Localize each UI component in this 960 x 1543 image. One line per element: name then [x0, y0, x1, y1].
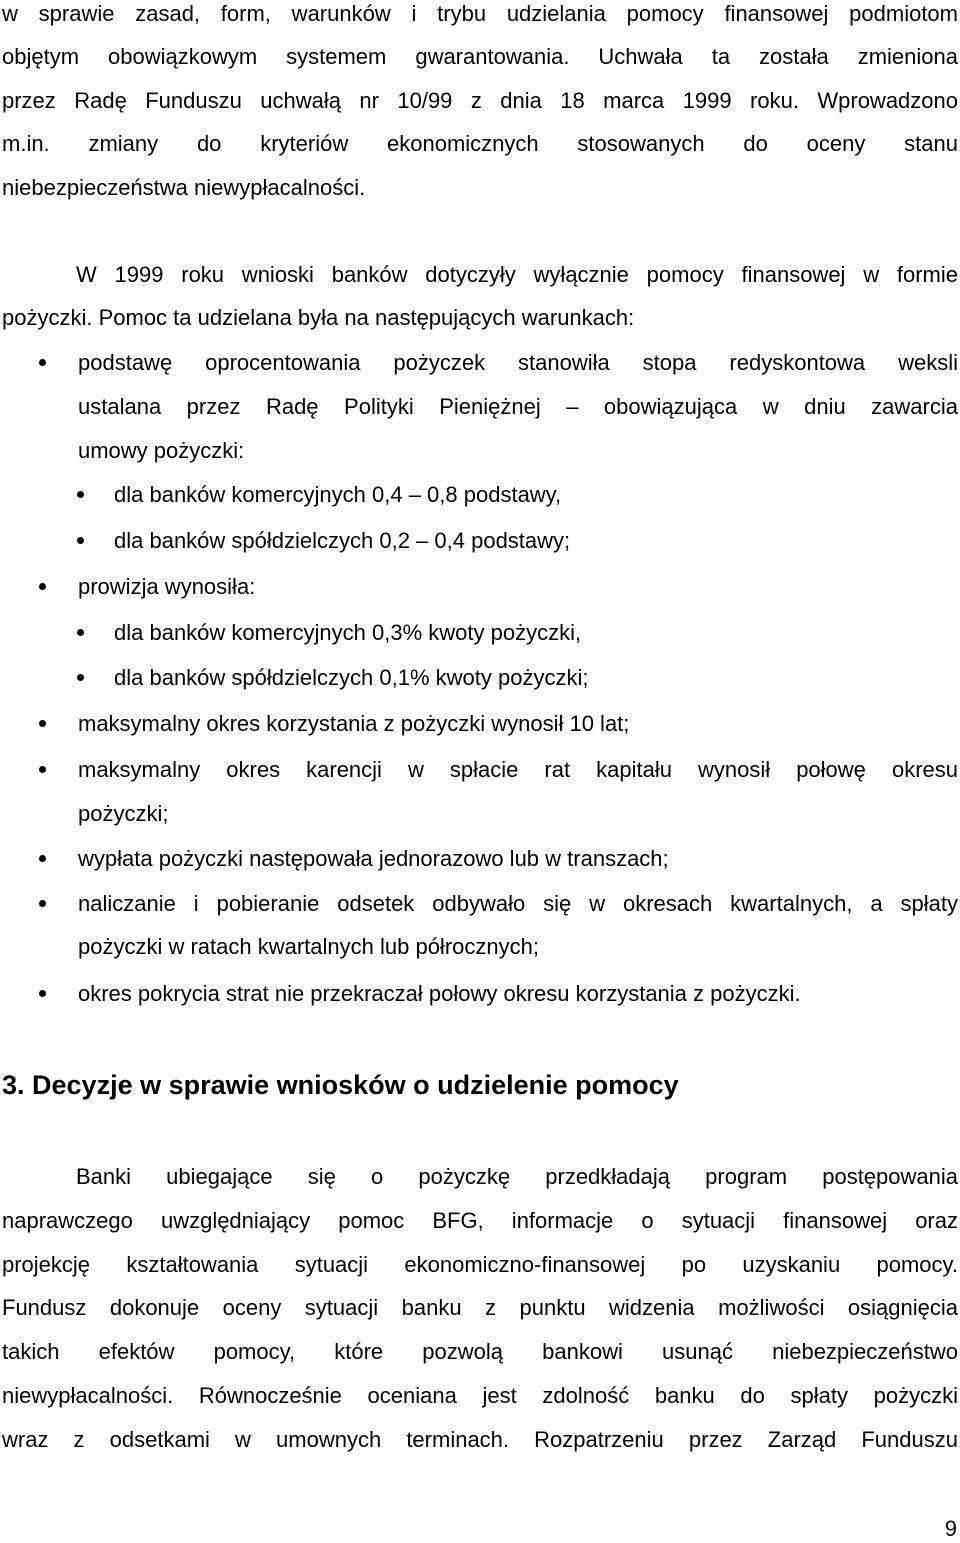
text-line: Fundusz dokonuje oceny sytuacji banku z punktu widzenia możliwości osiągnięcia — [2, 1295, 958, 1320]
bullet-icon — [39, 359, 46, 366]
bullet-icon — [39, 855, 46, 862]
text-line: naliczanie i pobieranie odsetek odbywało się w okresach kwartalnych, a spłaty — [78, 891, 958, 916]
text-line: niewypłacalności. Równocześnie oceniana jest zdolność banku do spłaty pożyczki — [2, 1383, 958, 1408]
page-number: 9 — [944, 1516, 957, 1541]
text-line: Banki ubiegające się o pożyczkę przedkładają program postępowania — [76, 1164, 958, 1189]
text-line: dla banków spółdzielczych 0,2 – 0,4 podstawy; — [114, 528, 571, 553]
text-line: pożyczki w ratach kwartalnych lub półrocznych; — [78, 934, 539, 959]
text-line: wraz z odsetkami w umownych terminach. Rozpatrzeniu przez Zarząd Funduszu — [2, 1427, 958, 1452]
bullet-icon — [39, 766, 46, 773]
bullet-icon — [77, 537, 84, 544]
text-line: pożyczki. Pomoc ta udzielana była na następujących warunkach: — [2, 305, 635, 330]
bullet-icon — [39, 720, 46, 727]
text-line: dla banków komercyjnych 0,4 – 0,8 podstawy, — [114, 482, 562, 507]
text-line: dla banków spółdzielczych 0,1% kwoty pożyczki; — [114, 665, 589, 690]
bullet-icon — [39, 900, 46, 907]
text-line: W 1999 roku wnioski banków dotyczyły wyłącznie pomocy finansowej w formie — [76, 262, 958, 287]
text-line: takich efektów pomocy, które pozwolą bankowi usunąć niebezpieczeństwo — [2, 1339, 958, 1364]
text-line: przez Radę Funduszu uchwałą nr 10/99 z dnia 18 marca 1999 roku. Wprowadzono — [2, 88, 958, 113]
text-line: niebezpieczeństwa niewypłacalności. — [2, 175, 366, 200]
text-line: wypłata pożyczki następowała jednorazowo lub w transzach; — [78, 846, 669, 871]
text-line: projekcję kształtowania sytuacji ekonomiczno-finansowej po uzyskaniu pomocy. — [2, 1252, 958, 1277]
section-heading: 3. Decyzje w sprawie wniosków o udzielenie pomocy — [2, 1070, 679, 1100]
bullet-icon — [39, 583, 46, 590]
text-line: m.in. zmiany do kryteriów ekonomicznych stosowanych do oceny stanu — [2, 131, 958, 156]
bullet-icon — [77, 674, 84, 681]
text-line: pożyczki; — [78, 801, 169, 826]
text-line: naprawczego uwzględniający pomoc BFG, informacje o sytuacji finansowej oraz — [2, 1208, 958, 1233]
bullet-icon — [39, 990, 46, 997]
text-line: maksymalny okres korzystania z pożyczki wynosił 10 lat; — [78, 711, 630, 736]
bullet-icon — [77, 491, 84, 498]
text-line: maksymalny okres karencji w spłacie rat kapitału wynosił połowę okresu — [78, 757, 958, 782]
text-line: podstawę oprocentowania pożyczek stanowiła stopa redyskontowa weksli — [78, 350, 958, 375]
text-line: ustalana przez Radę Polityki Pieniężnej – obowiązująca w dniu zawarcia — [78, 394, 958, 419]
text-line: dla banków komercyjnych 0,3% kwoty pożyczki, — [114, 620, 582, 645]
text-line: prowizja wynosiła: — [78, 574, 256, 599]
text-line: umowy pożyczki: — [78, 438, 245, 463]
text-line: objętym obowiązkowym systemem gwarantowania. Uchwała ta została zmieniona — [2, 44, 958, 69]
text-line: okres pokrycia strat nie przekraczał połowy okresu korzystania z pożyczki. — [78, 981, 801, 1006]
bullet-icon — [77, 629, 84, 636]
text-line: w sprawie zasad, form, warunków i trybu udzielania pomocy finansowej podmiotom — [2, 1, 958, 26]
